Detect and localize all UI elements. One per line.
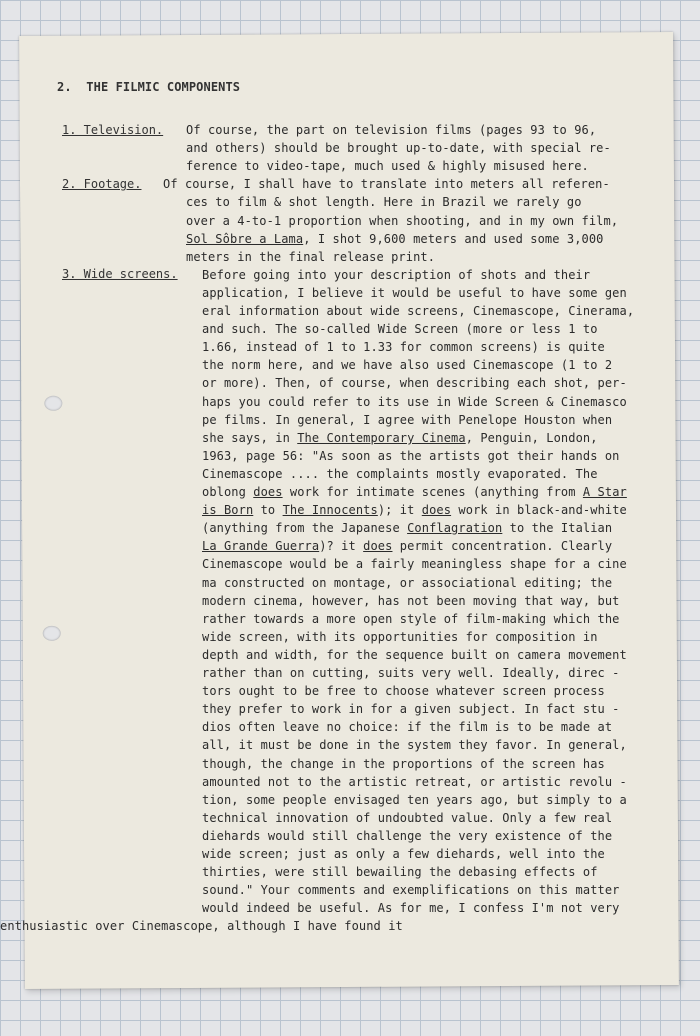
- text-line: depth and width, for the sequence built on camera movement: [202, 648, 627, 662]
- text-line: Sol Sôbre a Lama, I shot 9,600 meters and used some 3,000: [186, 232, 604, 246]
- text-line: diehards would still challenge the very existence of the: [202, 829, 613, 843]
- text-line: technical innovation of undoubted value. Only a few real: [202, 811, 613, 825]
- text-line: rather towards a more open style of film-making which the: [202, 612, 620, 626]
- text-line: meters in the final release print.: [186, 250, 436, 264]
- text-line: pe films. In general, I agree with Penelope Houston when: [202, 413, 613, 427]
- text-line: wide screen, with its opportunities for composition in: [202, 630, 598, 644]
- text-line: Before going into your description of shots and their: [202, 268, 591, 282]
- section-label-television: 1. Television.: [62, 123, 164, 137]
- text-line: modern cinema, however, has not been moving that way, but: [202, 594, 620, 608]
- text-line: ference to video-tape, much used & highly misused here.: [186, 159, 589, 173]
- text-line: sound." Your comments and exemplifications on this matter: [202, 883, 620, 897]
- text-line: 1963, page 56: "As soon as the artists got their hands on: [202, 449, 620, 463]
- text-line: rather than on cutting, suits very well. Ideally, direc -: [202, 666, 620, 680]
- text-line: the norm here, and we have also used Cinemascope (1 to 2: [202, 358, 613, 372]
- text-line: would indeed be useful. As for me, I confess I'm not very: [202, 901, 620, 915]
- text-line: they prefer to work in for a given subject. In fact stu -: [202, 702, 620, 716]
- text-line: wide screen; just as only a few diehards, well into the: [202, 847, 605, 861]
- punch-hole: [44, 396, 62, 411]
- text-line: is Born to The Innocents); it does work in black-and-white: [202, 503, 627, 517]
- punch-hole: [43, 626, 61, 641]
- text-line: or more). Then, of course, when describing each shot, per-: [202, 376, 627, 390]
- text-line: ces to film & shot length. Here in Brazil we rarely go: [186, 195, 582, 209]
- text-line: oblong does work for intimate scenes (anything from A Star: [202, 485, 627, 499]
- text-line: over a 4-to-1 proportion when shooting, and in my own film,: [186, 214, 619, 228]
- text-line: Of course, I shall have to translate into meters all referen-: [163, 177, 610, 191]
- section-label-wide-screens: 3. Wide screens.: [62, 267, 178, 281]
- text-line: though, the change in the proportions of the screen has: [202, 757, 605, 771]
- text-line: and such. The so-called Wide Screen (more or less 1 to: [202, 322, 598, 336]
- text-line: Cinemascope would be a fairly meaningless shape for a cine: [202, 557, 627, 571]
- text-line: (anything from the Japanese Conflagration to the Italian: [202, 521, 613, 535]
- text-line: eral information about wide screens, Cinemascope, Cinerama,: [202, 304, 635, 318]
- text-line: Of course, the part on television films (pages 93 to 96,: [186, 123, 597, 137]
- section-label-footage: 2. Footage.: [62, 177, 142, 191]
- text-line: all, it must be done in the system they favor. In general,: [202, 738, 627, 752]
- text-line: 1.66, instead of 1 to 1.33 for common screens) is quite: [202, 340, 605, 354]
- text-line: she says, in The Contemporary Cinema, Penguin, London,: [202, 431, 598, 445]
- text-line: tors ought to be free to choose whatever screen process: [202, 684, 605, 698]
- text-line: Cinemascope .... the complaints mostly evaporated. The: [202, 467, 598, 481]
- text-line: tion, some people envisaged ten years ago, but simply to a: [202, 793, 627, 807]
- text-line: amounted not to the artistic retreat, or artistic revolu -: [202, 775, 627, 789]
- text-line: and others) should be brought up-to-date, with special re-: [186, 141, 611, 155]
- text-line: La Grande Guerra)? it does permit concentration. Clearly: [202, 539, 613, 553]
- text-line: ma constructed on montage, or associational editing; the: [202, 576, 613, 590]
- text-line: application, I believe it would be useful to have some gen: [202, 286, 627, 300]
- text-line: thirties, were still bewailing the debasing effects of: [202, 865, 598, 879]
- text-line: dios often leave no choice: if the film is to be made at: [202, 720, 613, 734]
- text-line: enthusiastic over Cinemascope, although I have found it: [0, 919, 403, 933]
- section-heading: 2. THE FILMIC COMPONENTS: [57, 80, 241, 94]
- text-line: haps you could refer to its use in Wide Screen & Cinemasco: [202, 395, 627, 409]
